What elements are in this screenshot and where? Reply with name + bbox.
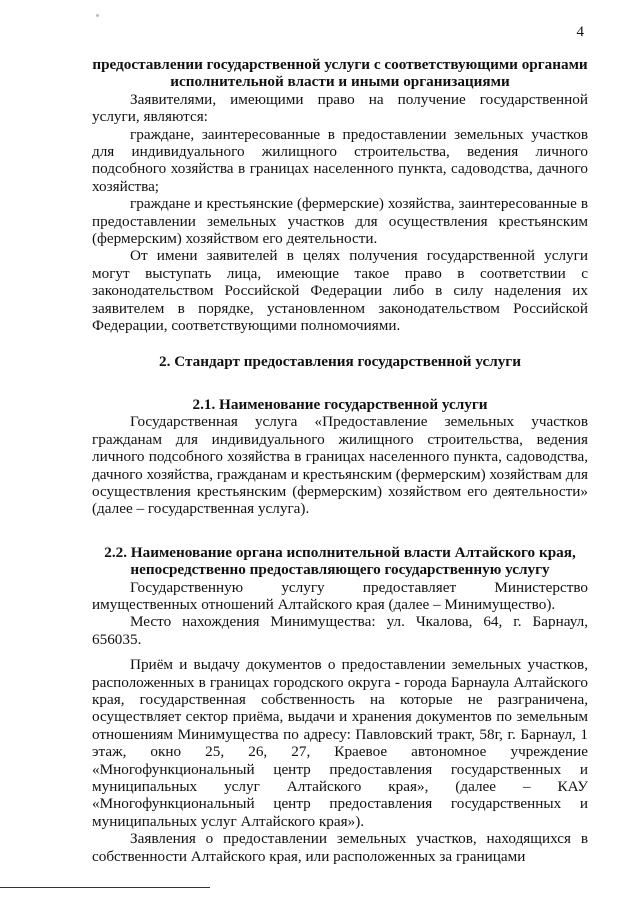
paragraph-document-reception: Приём и выдачу документов о предоставлении земельных участков, расположенных в границах городского округа - города Барнаула Алтайского края, государственная собственность на которые не разграничена, осуществляет сектор приёма, выдачи и хранения документов по земельным отношениям Минимущества по адресу: Павловский тракт, 58г, г. Барнаул, 1 этаж, окно 25, 26, 27, Краевое автономное учреждение «Многофункциональный центр предоставления государственных и муниципальных услуг Алтайского края», (далее – КАУ «Многофункциональный центр предоставления государственных и муниципальных услуг Алтайского края»).	[92, 656, 588, 830]
paragraph-applicants-citizens: граждане, заинтересованные в предоставлении земельных участков для индивидуального жилищного строительства, ведения личного подсобного хозяйства в границах населенного пункта, садоводства, дачного хозяйства;	[92, 125, 588, 195]
section-heading-standard: 2. Стандарт предоставления государственной услуги	[159, 352, 521, 370]
section-heading-interaction: предоставлении государственной услуги с соответствующими органами исполнительной власти и иными организациями	[92, 56, 588, 91]
document-body	[92, 56, 588, 865]
spacer	[92, 648, 588, 656]
paragraph-applicants-intro: Заявителями, имеющими право на получение государственной услуги, являются:	[92, 90, 588, 126]
paragraph-representatives: От имени заявителей в целях получения государственной услуги могут выступать лица, имеющие такое право в соответствии с законодательством Российской Федерации либо в силу наделения их заявителем в порядке, установленном законодательством Российской Федерации, соответствующими полномочиями.	[92, 247, 588, 335]
subsection-heading-2-2: 2.2. Наименование органа исполнительной власти Алтайского края, непосредственно предоставляющего государственную услугу	[104, 543, 576, 579]
spacer	[92, 370, 588, 396]
footnote-separator	[0, 887, 210, 888]
spacer	[92, 518, 588, 544]
paragraph-service-name: Государственная услуга «Предоставление земельных участков гражданам для индивидуального жилищного строительства, ведения личного подсобного хозяйства в границах населенного пункта, садоводства, дачного хозяйства, гражданам и крестьянским (фермерским) хозяйствам для осуществления крестьянским (фермерским) хозяйством его деятельности» (далее – государственная услуга).	[92, 413, 588, 518]
scan-speck	[96, 14, 99, 17]
page-number: 4	[576, 24, 584, 40]
paragraph-applications: Заявления о предоставлении земельных участков, находящихся в собственности Алтайского края, или расположенных за границами	[92, 830, 588, 865]
subsection-heading-2-1: 2.1. Наименование государственной услуги	[192, 395, 488, 413]
paragraph-applicants-farms: граждане и крестьянские (фермерские) хозяйства, заинтересованные в предоставлении земельных участков для осуществления крестьянским (фермерским) хозяйством его деятельности.	[92, 195, 588, 248]
spacer	[92, 335, 588, 353]
paragraph-provider: Государственную услугу предоставляет Министерство имущественных отношений Алтайского края (далее – Минимущество).	[92, 578, 588, 613]
paragraph-location: Место нахождения Минимущества: ул. Чкалова, 64, г. Барнаул, 656035.	[92, 613, 588, 648]
